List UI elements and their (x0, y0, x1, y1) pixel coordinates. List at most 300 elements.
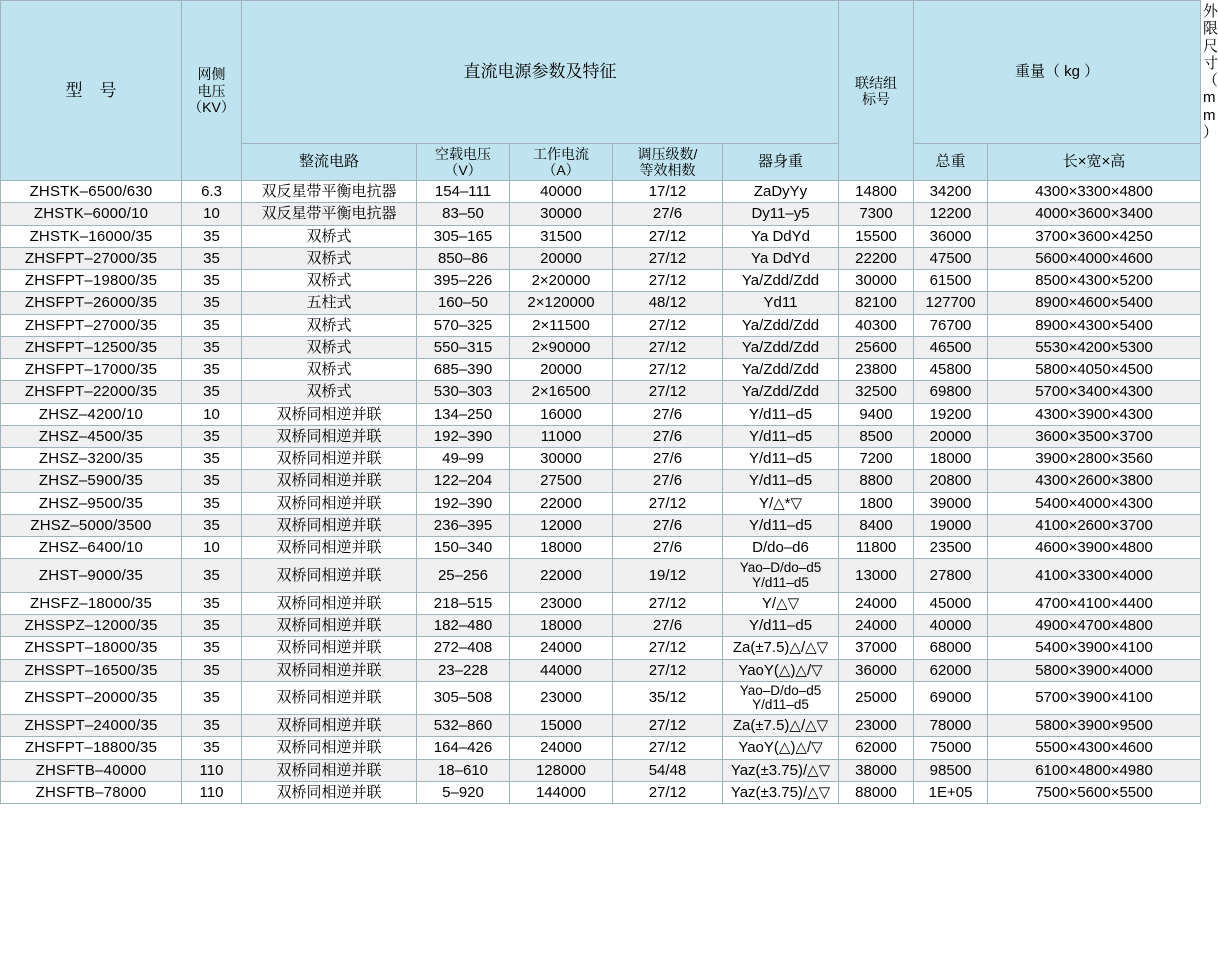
cell-connection-group-line1: Yao–D/do–d5 (739, 682, 822, 698)
cell-body-weight: 36000 (839, 659, 914, 681)
cell-tap-steps: 27/12 (613, 659, 723, 681)
cell-total-weight: 20800 (914, 470, 988, 492)
cell-body-weight: 38000 (839, 759, 914, 781)
cell-work-current: 18000 (510, 537, 613, 559)
cell-connection-group: YaoY(△)△/▽ (723, 659, 839, 681)
cell-overall-dims: 5400×3900×4100 (988, 637, 1201, 659)
table-row (1, 592, 1201, 614)
cell-no-load-voltage: 49–99 (417, 448, 510, 470)
cell-model: ZHSZ–6400/10 (1, 537, 182, 559)
cell-connection-group-line2: Y/d11–d5 (752, 696, 809, 712)
cell-rectifier-circuit: 双桥同相逆并联 (242, 470, 417, 492)
cell-overall-dims: 5400×4000×4300 (988, 492, 1201, 514)
cell-body-weight: 7200 (839, 448, 914, 470)
cell-body-weight: 15500 (839, 225, 914, 247)
cell-model: ZHSFPT–19800/35 (1, 270, 182, 292)
cell-rectifier-circuit: 双桥同相逆并联 (242, 615, 417, 637)
cell-work-current: 23000 (510, 592, 613, 614)
cell-rectifier-circuit: 双桥同相逆并联 (242, 737, 417, 759)
cell-work-current: 2×16500 (510, 381, 613, 403)
cell-tap-steps: 17/12 (613, 181, 723, 203)
cell-grid-voltage: 35 (182, 448, 242, 470)
cell-grid-voltage: 35 (182, 514, 242, 536)
cell-no-load-voltage: 134–250 (417, 403, 510, 425)
cell-overall-dims: 5700×3400×4300 (988, 381, 1201, 403)
cell-no-load-voltage: 272–408 (417, 637, 510, 659)
table-row (1, 659, 1201, 681)
cell-tap-steps: 27/6 (613, 615, 723, 637)
cell-tap-steps: 27/12 (613, 381, 723, 403)
cell-tap-steps: 27/12 (613, 247, 723, 269)
cell-rectifier-circuit: 双桥同相逆并联 (242, 659, 417, 681)
cell-model: ZHSFTB–78000 (1, 781, 182, 803)
cell-work-current: 30000 (510, 448, 613, 470)
cell-grid-voltage: 6.3 (182, 181, 242, 203)
cell-rectifier-circuit: 双桥同相逆并联 (242, 715, 417, 737)
cell-grid-voltage: 35 (182, 314, 242, 336)
header-grid-voltage-line2: 电压 (197, 82, 226, 99)
cell-tap-steps: 27/6 (613, 514, 723, 536)
cell-total-weight: 40000 (914, 615, 988, 637)
cell-overall-dims: 4300×3300×4800 (988, 181, 1201, 203)
cell-rectifier-circuit: 双桥同相逆并联 (242, 403, 417, 425)
cell-work-current: 20000 (510, 359, 613, 381)
cell-overall-dims: 8900×4600×5400 (988, 292, 1201, 314)
cell-work-current: 24000 (510, 737, 613, 759)
header-dc-params: 直流电源参数及特征 (242, 1, 839, 144)
cell-rectifier-circuit: 双桥式 (242, 225, 417, 247)
cell-total-weight: 36000 (914, 225, 988, 247)
cell-grid-voltage: 35 (182, 425, 242, 447)
cell-model: ZHSSPT–24000/35 (1, 715, 182, 737)
cell-overall-dims: 5600×4000×4600 (988, 247, 1201, 269)
cell-grid-voltage: 35 (182, 659, 242, 681)
cell-work-current: 144000 (510, 781, 613, 803)
cell-total-weight: 1E+05 (914, 781, 988, 803)
cell-no-load-voltage: 18–610 (417, 759, 510, 781)
cell-body-weight: 11800 (839, 537, 914, 559)
cell-body-weight: 1800 (839, 492, 914, 514)
header-weight: 重量（ kg ） (914, 1, 1201, 144)
cell-tap-steps: 27/12 (613, 737, 723, 759)
cell-rectifier-circuit: 双桥同相逆并联 (242, 514, 417, 536)
cell-no-load-voltage: 192–390 (417, 425, 510, 447)
cell-connection-group: Y/d11–d5 (723, 514, 839, 536)
cell-work-current: 15000 (510, 715, 613, 737)
cell-overall-dims: 4100×3300×4000 (988, 559, 1201, 592)
cell-body-weight: 25000 (839, 681, 914, 714)
cell-grid-voltage: 35 (182, 292, 242, 314)
cell-connection-group: Y/d11–d5 (723, 470, 839, 492)
cell-overall-dims: 4300×2600×3800 (988, 470, 1201, 492)
table-row (1, 359, 1201, 381)
cell-work-current: 22000 (510, 492, 613, 514)
cell-grid-voltage: 10 (182, 403, 242, 425)
cell-overall-dims: 3900×2800×3560 (988, 448, 1201, 470)
table-row (1, 781, 1201, 803)
cell-connection-group: Y/△*▽ (723, 492, 839, 514)
cell-total-weight: 27800 (914, 559, 988, 592)
cell-connection-group: Y/d11–d5 (723, 403, 839, 425)
cell-rectifier-circuit: 双反星带平衡电抗器 (242, 203, 417, 225)
cell-no-load-voltage: 218–515 (417, 592, 510, 614)
cell-grid-voltage: 35 (182, 592, 242, 614)
cell-total-weight: 76700 (914, 314, 988, 336)
cell-no-load-voltage: 236–395 (417, 514, 510, 536)
cell-rectifier-circuit: 五柱式 (242, 292, 417, 314)
cell-body-weight: 13000 (839, 559, 914, 592)
cell-connection-group: Dy11–y5 (723, 203, 839, 225)
cell-no-load-voltage: 160–50 (417, 292, 510, 314)
cell-total-weight: 47500 (914, 247, 988, 269)
cell-work-current: 24000 (510, 637, 613, 659)
cell-rectifier-circuit: 双桥式 (242, 314, 417, 336)
cell-rectifier-circuit: 双桥式 (242, 270, 417, 292)
cell-connection-group: Ya/Zdd/Zdd (723, 359, 839, 381)
cell-overall-dims: 3700×3600×4250 (988, 225, 1201, 247)
cell-grid-voltage: 35 (182, 559, 242, 592)
cell-model: ZHSZ–5900/35 (1, 470, 182, 492)
cell-body-weight: 7300 (839, 203, 914, 225)
cell-body-weight: 40300 (839, 314, 914, 336)
cell-model: ZHSTK–16000/35 (1, 225, 182, 247)
cell-connection-group-line2: Y/d11–d5 (752, 574, 809, 590)
cell-body-weight: 30000 (839, 270, 914, 292)
cell-body-weight: 8800 (839, 470, 914, 492)
cell-grid-voltage: 35 (182, 270, 242, 292)
cell-total-weight: 46500 (914, 336, 988, 358)
cell-total-weight: 78000 (914, 715, 988, 737)
cell-work-current: 40000 (510, 181, 613, 203)
cell-connection-group: Ya/Zdd/Zdd (723, 314, 839, 336)
cell-no-load-voltage: 570–325 (417, 314, 510, 336)
table-row (1, 292, 1201, 314)
table-row (1, 615, 1201, 637)
cell-no-load-voltage: 154–111 (417, 181, 510, 203)
cell-overall-dims: 4300×3900×4300 (988, 403, 1201, 425)
cell-body-weight: 8400 (839, 514, 914, 536)
cell-work-current: 22000 (510, 559, 613, 592)
cell-overall-dims: 5800×3900×9500 (988, 715, 1201, 737)
cell-grid-voltage: 10 (182, 203, 242, 225)
cell-overall-dims: 4000×3600×3400 (988, 203, 1201, 225)
cell-connection-group: Za(±7.5)△/△▽ (723, 637, 839, 659)
cell-overall-dims: 4700×4100×4400 (988, 592, 1201, 614)
cell-overall-dims: 3600×3500×3700 (988, 425, 1201, 447)
header-grid-voltage (182, 1, 242, 181)
cell-no-load-voltage: 150–340 (417, 537, 510, 559)
cell-total-weight: 69000 (914, 681, 988, 714)
cell-work-current: 18000 (510, 615, 613, 637)
cell-tap-steps: 27/12 (613, 492, 723, 514)
table-row (1, 715, 1201, 737)
cell-body-weight: 32500 (839, 381, 914, 403)
cell-model: ZHSZ–9500/35 (1, 492, 182, 514)
cell-rectifier-circuit: 双桥同相逆并联 (242, 759, 417, 781)
cell-model: ZHSSPT–20000/35 (1, 681, 182, 714)
cell-no-load-voltage: 122–204 (417, 470, 510, 492)
cell-total-weight: 45800 (914, 359, 988, 381)
cell-total-weight: 19200 (914, 403, 988, 425)
cell-no-load-voltage: 850–86 (417, 247, 510, 269)
cell-connection-group: D/do–d6 (723, 537, 839, 559)
cell-total-weight: 19000 (914, 514, 988, 536)
cell-overall-dims: 8500×4300×5200 (988, 270, 1201, 292)
cell-overall-dims: 4900×4700×4800 (988, 615, 1201, 637)
cell-work-current: 2×11500 (510, 314, 613, 336)
cell-work-current: 20000 (510, 247, 613, 269)
table-row (1, 425, 1201, 447)
cell-overall-dims: 8900×4300×5400 (988, 314, 1201, 336)
cell-tap-steps: 27/6 (613, 425, 723, 447)
cell-no-load-voltage: 182–480 (417, 615, 510, 637)
cell-body-weight: 82100 (839, 292, 914, 314)
cell-model: ZHSFPT–27000/35 (1, 247, 182, 269)
cell-grid-voltage: 35 (182, 492, 242, 514)
cell-no-load-voltage: 550–315 (417, 336, 510, 358)
cell-model: ZHSFPT–26000/35 (1, 292, 182, 314)
cell-model: ZHSSPT–16500/35 (1, 659, 182, 681)
cell-body-weight: 24000 (839, 592, 914, 614)
cell-overall-dims: 5700×3900×4100 (988, 681, 1201, 714)
cell-model: ZHSSPZ–12000/35 (1, 615, 182, 637)
header-connection-group (839, 1, 914, 181)
cell-no-load-voltage: 530–303 (417, 381, 510, 403)
cell-body-weight: 8500 (839, 425, 914, 447)
cell-grid-voltage: 35 (182, 381, 242, 403)
table-row (1, 403, 1201, 425)
table-row (1, 737, 1201, 759)
cell-model: ZHSZ–3200/35 (1, 448, 182, 470)
cell-grid-voltage: 35 (182, 715, 242, 737)
cell-no-load-voltage: 83–50 (417, 203, 510, 225)
cell-connection-group: Y/△▽ (723, 592, 839, 614)
cell-tap-steps: 27/12 (613, 270, 723, 292)
cell-rectifier-circuit: 双桥同相逆并联 (242, 492, 417, 514)
cell-tap-steps: 19/12 (613, 559, 723, 592)
cell-work-current: 12000 (510, 514, 613, 536)
cell-work-current: 27500 (510, 470, 613, 492)
table-row (1, 559, 1201, 592)
cell-tap-steps: 27/12 (613, 225, 723, 247)
cell-grid-voltage: 35 (182, 225, 242, 247)
header-connection-group-line1: 联结组 (855, 74, 898, 91)
cell-grid-voltage: 35 (182, 737, 242, 759)
cell-work-current: 31500 (510, 225, 613, 247)
table-header: 型 号 网侧 电压 （KV） 直流电源参数及特征 联结组 标号 重量（ kg ） 外限尺寸（ mm ） 整流电路 空载电压 （V） 工作电流 （A） 调压级数/ 等效相数 器身重 总重 长×宽×高 (1, 1, 1201, 181)
table-row (1, 314, 1201, 336)
cell-body-weight: 9400 (839, 403, 914, 425)
cell-body-weight: 62000 (839, 737, 914, 759)
cell-tap-steps: 27/12 (613, 314, 723, 336)
cell-no-load-voltage: 685–390 (417, 359, 510, 381)
cell-rectifier-circuit: 双桥同相逆并联 (242, 448, 417, 470)
cell-rectifier-circuit: 双桥同相逆并联 (242, 637, 417, 659)
cell-tap-steps: 54/48 (613, 759, 723, 781)
cell-grid-voltage: 35 (182, 359, 242, 381)
cell-tap-steps: 48/12 (613, 292, 723, 314)
header-grid-voltage-line1: 网侧 (197, 66, 226, 83)
cell-tap-steps: 27/12 (613, 592, 723, 614)
cell-tap-steps: 27/6 (613, 448, 723, 470)
cell-tap-steps: 27/12 (613, 637, 723, 659)
cell-connection-group: Y/d11–d5 (723, 448, 839, 470)
cell-tap-steps: 27/12 (613, 715, 723, 737)
table-row (1, 514, 1201, 536)
cell-no-load-voltage: 23–228 (417, 659, 510, 681)
cell-work-current: 44000 (510, 659, 613, 681)
table-row (1, 381, 1201, 403)
cell-model: ZHSSPT–18000/35 (1, 637, 182, 659)
cell-model: ZHSZ–5000/3500 (1, 514, 182, 536)
cell-rectifier-circuit: 双桥式 (242, 381, 417, 403)
cell-body-weight: 37000 (839, 637, 914, 659)
cell-connection-group: Ya DdYd (723, 247, 839, 269)
cell-work-current: 23000 (510, 681, 613, 714)
cell-overall-dims: 5530×4200×5300 (988, 336, 1201, 358)
cell-connection-group (723, 681, 839, 714)
cell-total-weight: 18000 (914, 448, 988, 470)
table-row (1, 537, 1201, 559)
cell-body-weight: 24000 (839, 615, 914, 637)
cell-tap-steps: 27/6 (613, 470, 723, 492)
cell-total-weight: 39000 (914, 492, 988, 514)
cell-tap-steps: 27/12 (613, 336, 723, 358)
table-row (1, 681, 1201, 714)
cell-total-weight: 68000 (914, 637, 988, 659)
header-work-current-unit: （A） (542, 162, 580, 179)
cell-model: ZHSFPT–12500/35 (1, 336, 182, 358)
cell-total-weight: 127700 (914, 292, 988, 314)
cell-tap-steps: 27/6 (613, 403, 723, 425)
table-row (1, 270, 1201, 292)
cell-overall-dims: 5800×4050×4500 (988, 359, 1201, 381)
header-model: 型 号 (1, 1, 182, 181)
header-tap-steps-line1: 调压级数/ (637, 146, 698, 162)
header-tap-steps-line2: 等效相数 (639, 162, 696, 179)
cell-overall-dims: 7500×5600×5500 (988, 781, 1201, 803)
cell-rectifier-circuit: 双反星带平衡电抗器 (242, 181, 417, 203)
header-body-weight: 器身重 (723, 144, 839, 181)
cell-grid-voltage: 35 (182, 247, 242, 269)
table-row (1, 470, 1201, 492)
cell-grid-voltage: 35 (182, 470, 242, 492)
cell-overall-dims: 4100×2600×3700 (988, 514, 1201, 536)
cell-total-weight: 62000 (914, 659, 988, 681)
cell-total-weight: 45000 (914, 592, 988, 614)
cell-total-weight: 34200 (914, 181, 988, 203)
cell-rectifier-circuit: 双桥同相逆并联 (242, 425, 417, 447)
cell-model: ZHSTK–6000/10 (1, 203, 182, 225)
cell-body-weight: 23800 (839, 359, 914, 381)
cell-total-weight: 98500 (914, 759, 988, 781)
cell-work-current: 2×90000 (510, 336, 613, 358)
header-dims-detail: 长×宽×高 (988, 144, 1201, 181)
table-row (1, 759, 1201, 781)
cell-model: ZHSFPT–17000/35 (1, 359, 182, 381)
cell-rectifier-circuit: 双桥同相逆并联 (242, 781, 417, 803)
cell-work-current: 30000 (510, 203, 613, 225)
cell-model: ZHSFPT–18800/35 (1, 737, 182, 759)
cell-model: ZHSTK–6500/630 (1, 181, 182, 203)
cell-model: ZHSFTB–40000 (1, 759, 182, 781)
cell-no-load-voltage: 532–860 (417, 715, 510, 737)
cell-connection-group: Yd11 (723, 292, 839, 314)
cell-tap-steps: 27/12 (613, 359, 723, 381)
cell-connection-group: ZaDyYy (723, 181, 839, 203)
cell-no-load-voltage: 305–165 (417, 225, 510, 247)
cell-connection-group (723, 559, 839, 592)
header-work-current (510, 144, 613, 181)
table-row (1, 247, 1201, 269)
cell-grid-voltage: 35 (182, 681, 242, 714)
header-rectifier-circuit: 整流电路 (242, 144, 417, 181)
table-row (1, 181, 1201, 203)
cell-grid-voltage: 110 (182, 759, 242, 781)
cell-connection-group: Ya DdYd (723, 225, 839, 247)
cell-no-load-voltage: 164–426 (417, 737, 510, 759)
cell-no-load-voltage: 192–390 (417, 492, 510, 514)
cell-rectifier-circuit: 双桥式 (242, 336, 417, 358)
cell-work-current: 2×120000 (510, 292, 613, 314)
cell-body-weight: 88000 (839, 781, 914, 803)
cell-model: ZHST–9000/35 (1, 559, 182, 592)
cell-model: ZHSFPT–22000/35 (1, 381, 182, 403)
table-row (1, 492, 1201, 514)
header-no-load-voltage-unit: （V） (444, 162, 482, 179)
cell-total-weight: 12200 (914, 203, 988, 225)
cell-connection-group: Za(±7.5)△/△▽ (723, 715, 839, 737)
cell-work-current: 128000 (510, 759, 613, 781)
cell-connection-group: Yaz(±3.75)/△▽ (723, 759, 839, 781)
cell-connection-group: Y/d11–d5 (723, 425, 839, 447)
cell-tap-steps: 27/12 (613, 781, 723, 803)
table-row (1, 448, 1201, 470)
cell-rectifier-circuit: 双桥式 (242, 247, 417, 269)
cell-work-current: 2×20000 (510, 270, 613, 292)
cell-overall-dims: 5500×4300×4600 (988, 737, 1201, 759)
cell-connection-group: Yaz(±3.75)/△▽ (723, 781, 839, 803)
cell-grid-voltage: 10 (182, 537, 242, 559)
cell-overall-dims: 4600×3900×4800 (988, 537, 1201, 559)
cell-rectifier-circuit: 双桥同相逆并联 (242, 592, 417, 614)
cell-rectifier-circuit: 双桥同相逆并联 (242, 537, 417, 559)
cell-work-current: 11000 (510, 425, 613, 447)
cell-grid-voltage: 35 (182, 336, 242, 358)
cell-rectifier-circuit: 双桥式 (242, 359, 417, 381)
cell-connection-group: Ya/Zdd/Zdd (723, 381, 839, 403)
cell-grid-voltage: 110 (182, 781, 242, 803)
cell-body-weight: 14800 (839, 181, 914, 203)
cell-tap-steps: 35/12 (613, 681, 723, 714)
header-total-weight: 总重 (914, 144, 988, 181)
table-row (1, 203, 1201, 225)
cell-total-weight: 20000 (914, 425, 988, 447)
cell-model: ZHSFZ–18000/35 (1, 592, 182, 614)
cell-grid-voltage: 35 (182, 615, 242, 637)
header-no-load-voltage (417, 144, 510, 181)
cell-overall-dims: 6100×4800×4980 (988, 759, 1201, 781)
cell-connection-group: Y/d11–d5 (723, 615, 839, 637)
cell-model: ZHSZ–4200/10 (1, 403, 182, 425)
table-body (1, 181, 1201, 804)
cell-total-weight: 61500 (914, 270, 988, 292)
header-grid-voltage-line3: （KV） (188, 98, 235, 115)
cell-no-load-voltage: 5–920 (417, 781, 510, 803)
cell-model: ZHSFPT–27000/35 (1, 314, 182, 336)
table-row (1, 336, 1201, 358)
cell-tap-steps: 27/6 (613, 537, 723, 559)
